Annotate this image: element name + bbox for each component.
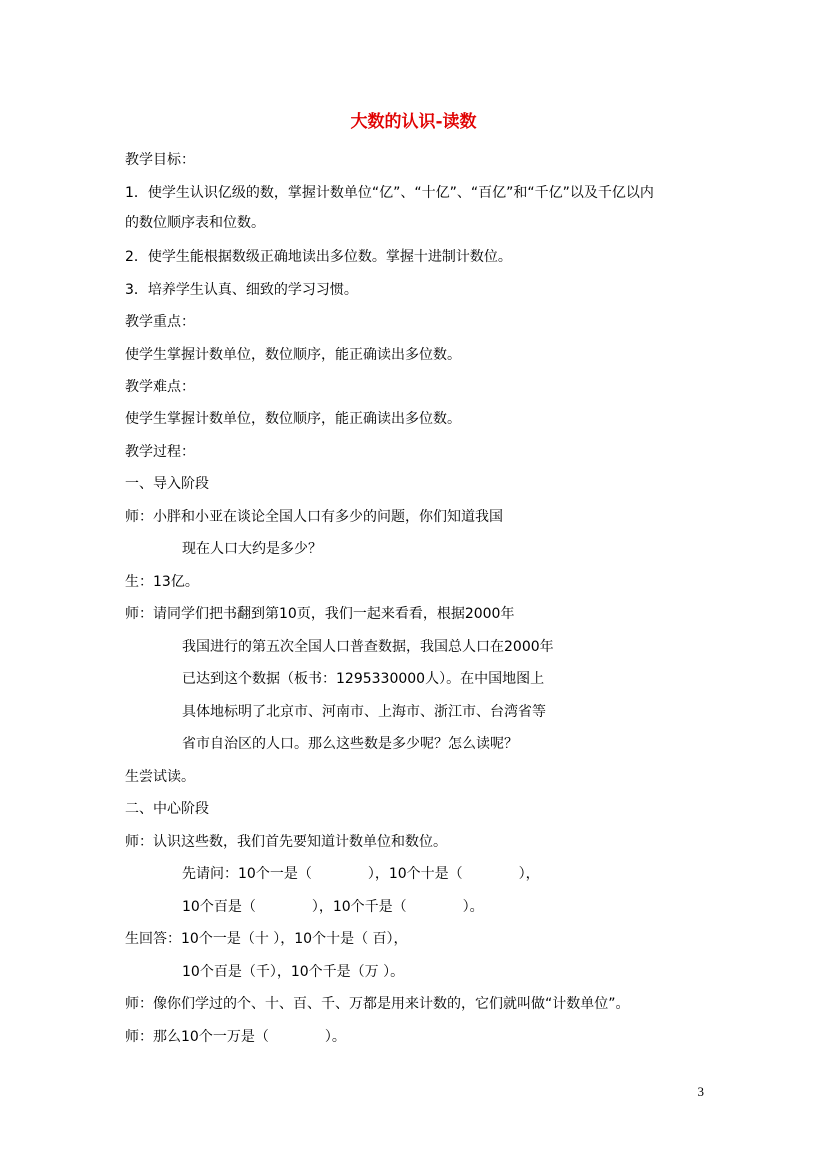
text-line: 教学过程： [125, 444, 195, 460]
text-line: 二、中心阶段 [125, 801, 209, 817]
text-line: 师：认识这些数，我们首先要知道计数单位和数位。 [125, 834, 447, 850]
text-line: 省市自治区的人口。那么这些数是多少呢？怎么读呢？ [182, 736, 518, 752]
text-line: 师：那么10个一万是（ ）。 [125, 1029, 346, 1045]
page-number: 3 [697, 1084, 704, 1099]
text-line: 生：13亿。 [125, 574, 199, 590]
text-line: 已达到这个数据（板书：1295330000人）。在中国地图上 [182, 671, 545, 687]
text-line: 使学生掌握计数单位，数位顺序，能正确读出多位数。 [125, 347, 461, 363]
text-line: 的数位顺序表和位数。 [125, 215, 265, 231]
text-line: 师：请同学们把书翻到第10页，我们一起来看看，根据2000年 [125, 606, 515, 622]
text-line: 1．使学生认识亿级的数，掌握计数单位“亿”、“十亿”、“百亿”和“千亿”以及千亿以内 [125, 185, 654, 201]
text-line: 现在人口大约是多少？ [182, 541, 322, 557]
document-title: 大数的认识-读数 [350, 112, 477, 132]
text-line: 10个百是（ ），10个千是（ ）。 [182, 899, 484, 915]
text-line: 教学难点： [125, 379, 195, 395]
text-line: 生尝试读。 [125, 769, 195, 785]
text-line: 先请问：10个一是（ ），10个十是（ ）， [182, 866, 540, 882]
text-line: 我国进行的第五次全国人口普查数据，我国总人口在2000年 [182, 639, 554, 655]
text-line: 师：像你们学过的个、十、百、千、万都是用来计数的，它们就叫做“计数单位”。 [125, 996, 630, 1012]
text-line: 教学重点： [125, 314, 195, 330]
text-line: 师：小胖和小亚在谈论全国人口有多少的问题，你们知道我国 [125, 509, 503, 525]
text-line: 一、导入阶段 [125, 476, 209, 492]
text-line: 教学目标： [125, 152, 195, 168]
text-line: 生回答：10个一是（十 ），10个十是（ 百）， [125, 931, 408, 947]
text-line: 使学生掌握计数单位，数位顺序，能正确读出多位数。 [125, 411, 461, 427]
text-line: 2．使学生能根据数级正确地读出多位数。掌握十进制计数位。 [125, 249, 512, 265]
text-line: 3．培养学生认真、细致的学习习惯。 [125, 282, 358, 298]
text-line: 具体地标明了北京市、河南市、上海市、浙江市、台湾省等 [182, 704, 546, 720]
text-line: 10个百是（千），10个千是（万 ）。 [182, 964, 405, 980]
